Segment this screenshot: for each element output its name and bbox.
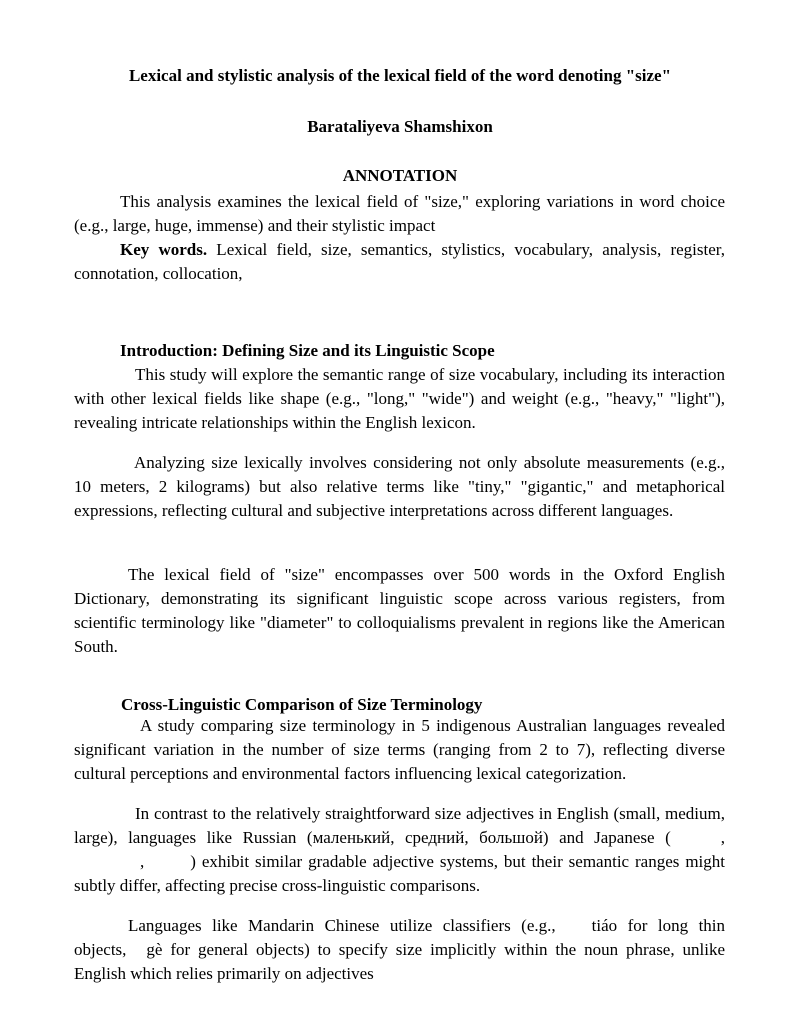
section1-paragraph-2	[74, 451, 725, 523]
section2-paragraph-3	[74, 914, 725, 986]
section2-p3-text-b: tiáo for long thin objects,	[74, 916, 726, 959]
section1-p2-text: Analyzing size lexically involves considering not only absolute measurements (e.g., 10 meters, 2 kilograms) but also relative terms like "tiny," "gigantic," and metaphorical expressions, reflecting cultural and subjective interpretations across different languages.	[74, 453, 725, 520]
section1-p3-text: The lexical field of "size" encompasses over 500 words in the Oxford English Dictionary, demonstrating its significant linguistic scope across various registers, from scientific terminology like "diameter" to colloquialisms prevalent in regions like the American South.	[74, 565, 725, 656]
keywords-text: Lexical field, size, semantics, stylistics, vocabulary, analysis, register, connotation, collocation,	[74, 240, 725, 283]
section1-p1-text: This study will explore the semantic range of size vocabulary, including its interaction with other lexical fields like shape (e.g., "long," "wide") and weight (e.g., "heavy," "light"), revealing intricate relationships within the English lexicon.	[74, 365, 725, 432]
keywords-paragraph	[74, 238, 725, 286]
section2-p3-text-a: Languages like Mandarin Chinese utilize classifiers (e.g.,	[128, 916, 556, 935]
section2-paragraph-1	[74, 714, 725, 786]
annotation-paragraph	[74, 190, 725, 238]
section2-paragraph-2	[74, 802, 725, 898]
section2-p2-text-a: In contrast to the relatively straightforward size adjectives in English (small, medium, large), languages like Russian (маленький, средний, большой) and Japanese	[74, 804, 725, 847]
section2-p1-text: A study comparing size terminology in 5 indigenous Australian languages revealed significant variation in the number of size terms (ranging from 2 to 7), reflecting diverse cultural perceptions and environmental factors influencing lexical categorization.	[74, 716, 725, 783]
section1-paragraph-3	[74, 563, 725, 659]
section2-p2-comma-2: ,	[140, 852, 145, 871]
annotation-text: This analysis examines the lexical field of "size," exploring variations in word choice (e.g., large, huge, immense) and their stylistic impact	[74, 192, 725, 235]
section2-p2-open-paren: (	[665, 828, 671, 847]
section1-paragraph-1	[74, 363, 725, 435]
section1-heading: Introduction: Defining Size and its Linguistic Scope	[120, 341, 495, 360]
section2-p3-text-c: gè for general objects) to specify size implicitly within the noun phrase, unlike English which relies primarily on adjectives	[74, 940, 725, 983]
keywords-label: Key words.	[120, 240, 208, 259]
annotation-heading: ANNOTATION	[342, 166, 458, 185]
section2-p2-comma-1: ,	[720, 828, 726, 847]
document-title: Lexical and stylistic analysis of the lexical field of the word denoting "size"	[128, 66, 672, 85]
section2-heading: Cross-Linguistic Comparison of Size Terminology	[121, 695, 483, 714]
author-name: Barataliyeva Shamshixon	[307, 117, 493, 136]
section2-p2-text-e: ) exhibit similar gradable adjective systems, but their semantic ranges might subtly differ, affecting precise cross-linguistic comparisons.	[74, 852, 725, 895]
